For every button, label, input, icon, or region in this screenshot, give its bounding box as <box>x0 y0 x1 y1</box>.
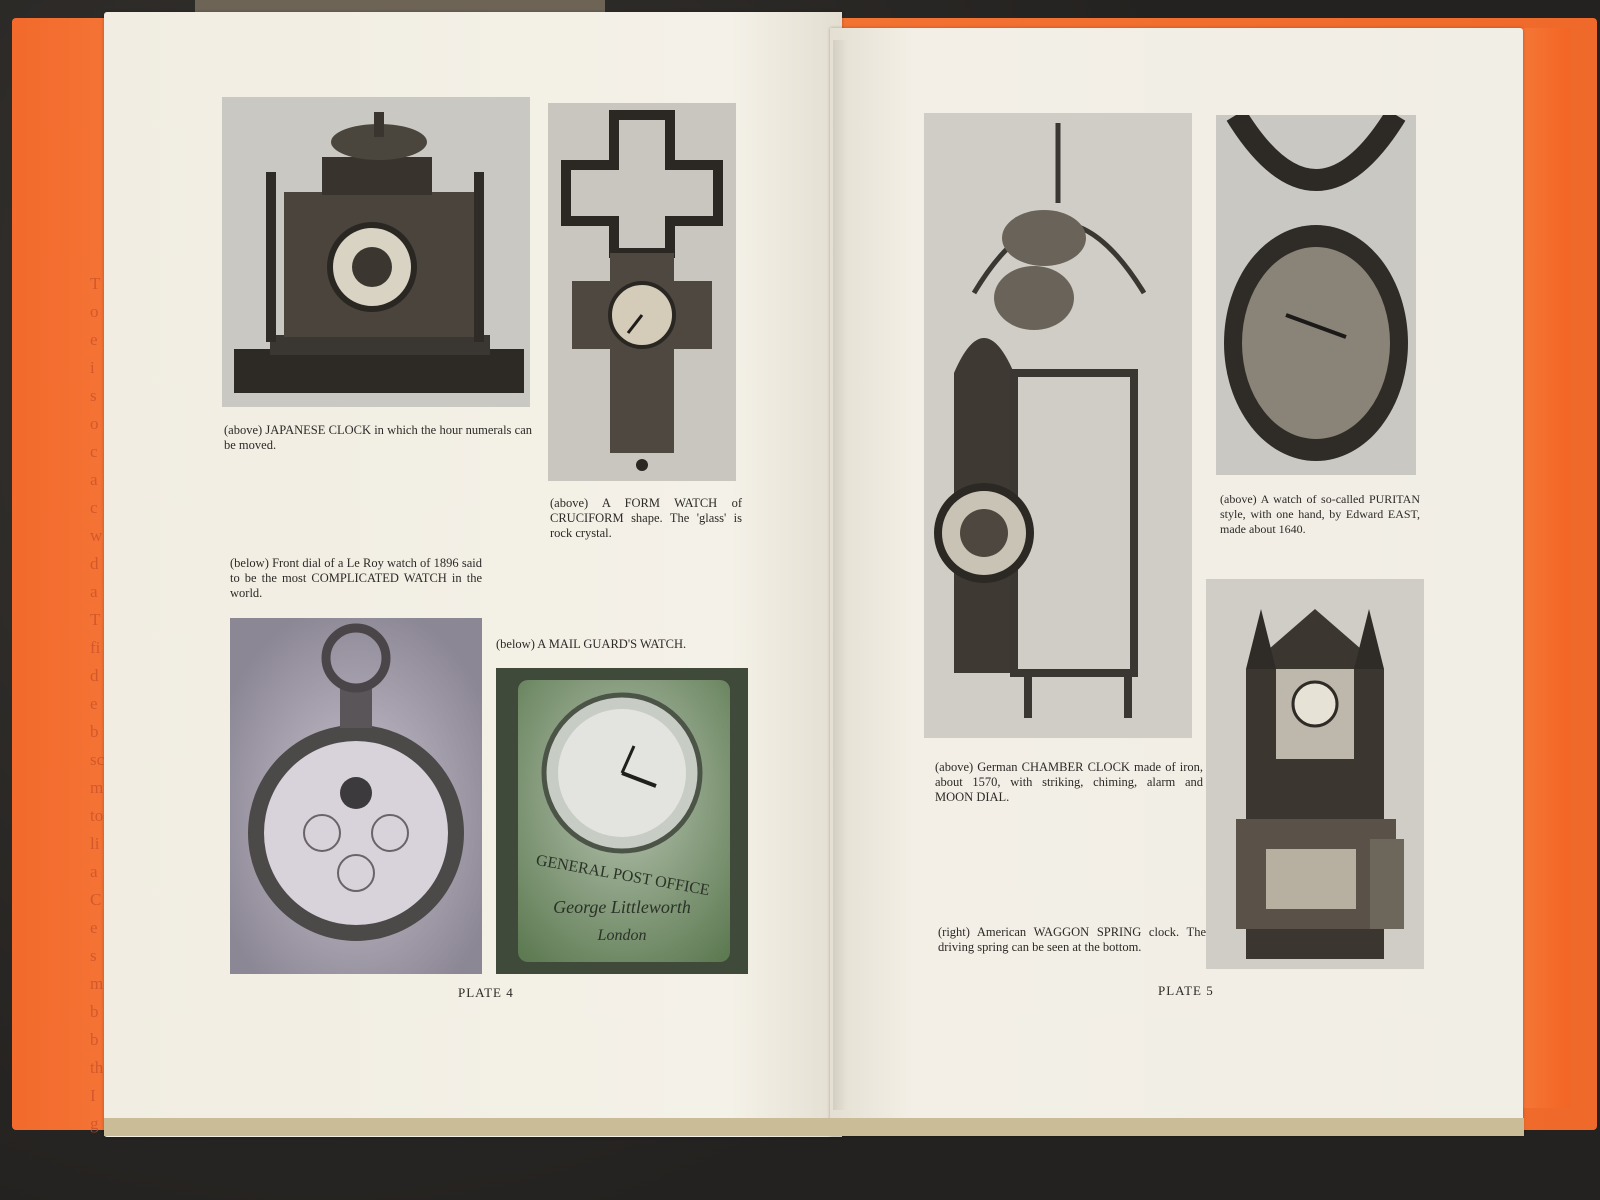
caption-mail-guard-watch: (below) A MAIL GUARD'S WATCH. <box>496 637 687 651</box>
photo-puritan-watch <box>1216 115 1416 475</box>
book-gutter <box>833 40 847 1110</box>
caption-form-watch: (above) A FORM WATCH of CRUCIFORM shape. The 'glass' is rock crystal. <box>550 496 742 540</box>
cover-flap-text-fragments: T o e i s o c a c w d a T fi d e b sc m to li a C e s m b b th I g <box>90 274 105 1133</box>
caption-le-roy-watch: (below) Front dial of a Le Roy watch of 1896 said to be the most COMPLICATED WATCH in the world. <box>230 556 482 600</box>
photo-cruciform-watch <box>548 103 736 481</box>
photo-japanese-clock <box>222 97 530 407</box>
caption-waggon-spring-clock: (right) American WAGGON SPRING clock. The driving spring can be seen at the bottom. <box>938 925 1206 954</box>
photo-waggon-spring-clock <box>1206 579 1424 969</box>
caption-puritan-watch: (above) A watch of so-called PURITAN style, with one hand, by Edward EAST, made about 1640. <box>1220 492 1420 536</box>
caption-chamber-clock: (above) German CHAMBER CLOCK made of iron, about 1570, with striking, chiming, alarm and MOON DIAL. <box>935 760 1203 804</box>
plate-label-right: PLATE 5 <box>1158 983 1214 998</box>
engraving-general-post-office: GENERAL POST OFFICE <box>534 851 711 900</box>
photo-german-chamber-clock <box>924 113 1192 738</box>
page-block-edge <box>104 1118 1524 1136</box>
plate-label-left: PLATE 4 <box>458 985 514 1000</box>
photo-le-roy-watch <box>230 618 482 974</box>
photo-mail-guard-watch <box>496 668 748 974</box>
engraving-maker-name: George Littleworth <box>553 897 691 917</box>
caption-japanese-clock: (above) JAPANESE CLOCK in which the hour numerals can be moved. <box>224 423 532 452</box>
engraving-london: London <box>597 927 647 944</box>
